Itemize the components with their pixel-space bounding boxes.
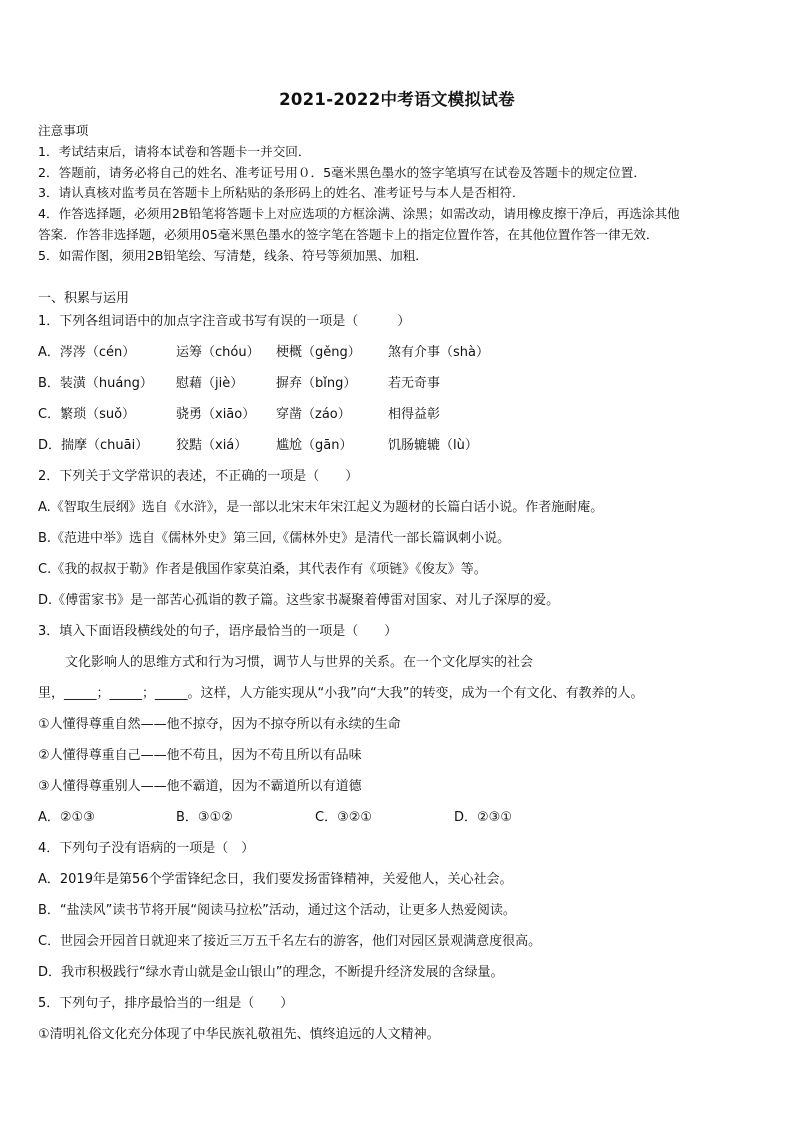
note-item: 答案．作答非选择题，必须用05毫米黑色墨水的签字笔在答题卡上的指定位置作答，在其他位置作答一律无效．: [38, 226, 659, 242]
q1-option-a: [38, 342, 773, 373]
option-item: D．②③①: [454, 810, 512, 825]
note-item: 1．考试结束后，请将本试卷和答题卡一并交回．: [38, 143, 311, 159]
q3-options: [38, 807, 773, 838]
q3-sentence: ①人懂得尊重自然——他不掠夺，因为不掠夺所以有永续的生命: [38, 717, 401, 732]
option-item: 摒弃（bǐng）: [276, 376, 357, 391]
option-item: C．③②①: [315, 810, 373, 825]
option-item: 穿凿（záo）: [276, 407, 351, 422]
q5-stem: 5．下列句子，排序最恰当的一组是（ ）: [38, 996, 294, 1011]
note-item: 2．答题前，请务必将自己的姓名、准考证号用０．5毫米黑色墨水的签字笔填写在试卷及答题卡的规定位置．: [38, 164, 646, 180]
option-item: 饥肠辘辘（lù）: [388, 438, 478, 453]
q2-option-c: C.《我的叔叔于勒》作者是俄国作家莫泊桑，其代表作有《项链》《俊友》等。: [38, 562, 487, 577]
q4-option-c: C．世园会开园首日就迎来了接近三万五千名左右的游客，他们对园区景观满意度很高。: [38, 934, 542, 949]
q1-option-b: [38, 373, 773, 404]
option-item: 相得益彰: [388, 407, 441, 422]
notes-block: [38, 121, 768, 267]
questions: [38, 311, 773, 1055]
note-item: 3．请认真核对监考员在答题卡上所粘贴的条形码上的姓名、准考证号与本人是否相符．: [38, 185, 525, 201]
q1-option-d: [38, 435, 773, 466]
q3-passage-line: 里，_____；_____；_____。这样，人方能实现从“小我”向“大我”的转变，成为一个有文化、有教养的人。: [38, 686, 644, 701]
q4-option-d: D．我市积极践行“绿水青山就是金山银山”的理念，不断提升经济发展的含绿量。: [38, 965, 504, 980]
option-item: C．繁琐（suǒ）: [38, 407, 136, 422]
option-item: A．②①③: [38, 810, 95, 825]
option-item: B．③①②: [176, 810, 233, 825]
q5-sentence: ①清明礼俗文化充分体现了中华民族礼敬祖先、慎终追远的人文精神。: [38, 1027, 440, 1042]
q2-option-b: B.《范进中举》选自《儒林外史》第三回,《儒林外史》是清代一部长篇讽刺小说。: [38, 531, 511, 546]
note-item: 5．如需作图，须用2B铅笔绘、写清楚，线条、符号等须加黑、加粗．: [38, 247, 428, 263]
option-item: 梗概（gěng）: [276, 345, 361, 360]
option-item: 骁勇（xiāo）: [176, 407, 256, 422]
q3-sentence: ③人懂得尊重别人——他不霸道，因为不霸道所以有道德: [38, 779, 362, 794]
option-item: 运筹（chóu）: [176, 345, 260, 360]
option-item: A．涔涔（cén）: [38, 345, 136, 360]
option-item: 煞有介事（shà）: [388, 345, 489, 360]
q2-option-d: D.《傅雷家书》是一部苦心孤诣的教子篇。这些家书凝聚着傅雷对国家、对儿子深厚的爱。: [38, 593, 560, 608]
option-item: 慰藉（jiè）: [176, 376, 244, 391]
q4-option-b: B．“盐渎风”读书节将开展“阅读马拉松”活动，通过这个活动，让更多人热爱阅读。: [38, 903, 516, 918]
option-item: 狡黠（xiá）: [176, 438, 248, 453]
notes-heading: 注意事项: [38, 123, 89, 138]
q3-sentence: ②人懂得尊重自己——他不苟且，因为不苟且所以有品味: [38, 748, 362, 763]
q3-passage-line: 文化影响人的思维方式和行为习惯，调节人与世界的关系。在一个文化厚实的社会: [65, 655, 534, 670]
note-item: 4．作答选择题，必须用2B铅笔将答题卡上对应选项的方框涂满、涂黑；如需改动，请用橡皮擦干净后，再选涂其他: [38, 206, 680, 222]
page-title: 2021-2022中考语文模拟试卷: [279, 90, 515, 109]
q3-stem: 3．填入下面语段横线处的句子，语序最恰当的一项是（ ）: [38, 624, 398, 639]
q4-option-a: A．2019年是第56个学雷锋纪念日，我们要发扬雷锋精神，关爱他人，关心社会。: [38, 872, 513, 887]
option-item: 若无奇事: [388, 376, 441, 391]
option-item: 尴尬（gān）: [276, 438, 353, 453]
q2-option-a: A.《智取生辰纲》选自《水浒》，是一部以北宋末年宋江起义为题材的长篇白话小说。作者施耐庵。: [38, 500, 604, 515]
q1-stem: 1．下列各组词语中的加点字注音或书写有误的一项是（ ）: [38, 314, 411, 329]
option-item: D．揣摩（chuāi）: [38, 438, 149, 453]
section-heading: 一、积累与运用: [38, 291, 130, 306]
option-item: B．装潢（huáng）: [38, 376, 153, 391]
q2-stem: 2．下列关于文学常识的表述，不正确的一项是（ ）: [38, 469, 359, 484]
q1-option-c: [38, 404, 773, 435]
q4-stem: 4．下列句子没有语病的一项是（ ）: [38, 841, 255, 856]
